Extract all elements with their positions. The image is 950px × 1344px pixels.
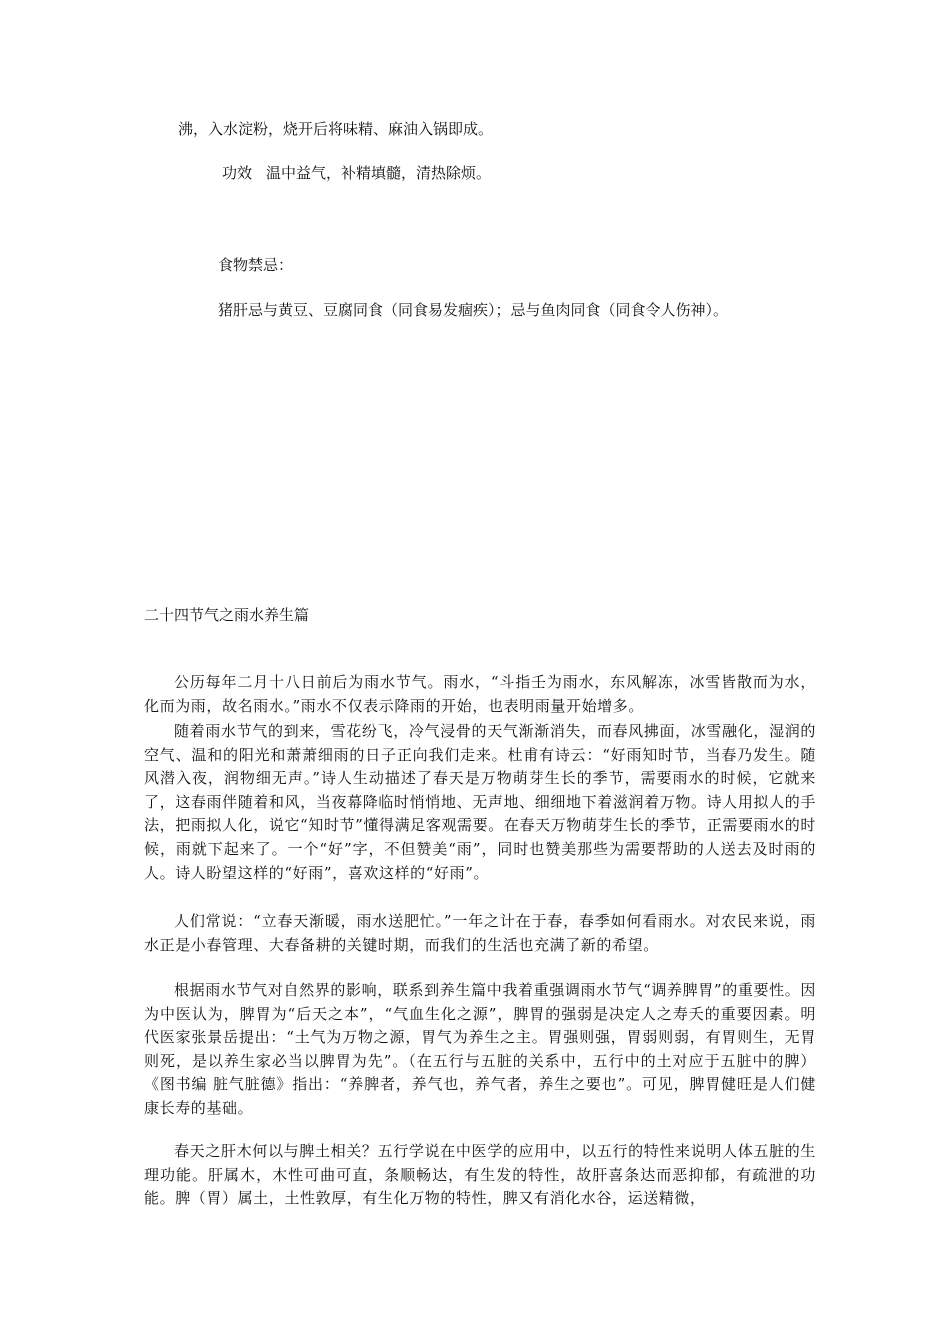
paragraph-4: 根据雨水节气对自然界的影响，联系到养生篇中我着重强调雨水节气“调养脾胃”的重要性。因为中医认为，脾胃为“后天之本”，“气血生化之源”，脾胃的强弱是决定人之寿夭的重要因素。明代医家张景岳提出：“土气为万物之源，胃气为养生之主。胃强则强，胃弱则弱，有胃则生，无胃则死，是以养生家必当以脾胃为先”。（在五行与五脏的关系中，五行中的土对应于五脏中的脾）《图书编 脏气脏德》指出：“养脾者，养气也，养气者，养生之要也”。可见，脾胃健旺是人们健康长寿的基础。 bbox=[144, 981, 816, 1117]
taboo-heading: 食物禁忌： bbox=[218, 256, 294, 274]
paragraph-5: 春天之肝木何以与脾土相关？五行学说在中医学的应用中，以五行的特性来说明人体五脏的生理功能。肝属木，木性可曲可直，条顺畅达，有生发的特性，故肝喜条达而恶抑郁，有疏泄的功能。脾（胃）属土，土性敦厚，有生化万物的特性，脾又有消化水谷，运送精微， bbox=[144, 1142, 816, 1208]
taboo-text: 猪肝忌与黄豆、豆腐同食（同食易发痼疾）；忌与鱼肉同食（同食令人伤神）。 bbox=[218, 301, 729, 319]
paragraph-3: 人们常说：“立春天渐暖，雨水送肥忙。”一年之计在于春，春季如何看雨水。对农民来说，雨水正是小春管理、大春备耕的关键时期，而我们的生活也充满了新的希望。 bbox=[144, 912, 816, 954]
paragraph-2: 随着雨水节气的到来，雪花纷飞，冷气浸骨的天气渐渐消失，而春风拂面，冰雪融化，湿润的空气、温和的阳光和萧萧细雨的日子正向我们走来。杜甫有诗云：“好雨知时节，当春乃发生。随风潜入夜，润物细无声。”诗人生动描述了春天是万物萌芽生长的季节，需要雨水的时候，它就来了，这春雨伴随着和风，当夜幕降临时悄悄地、无声地、细细地下着滋润着万物。诗人用拟人的手法，把雨拟人化，说它“知时节”懂得满足客观需要。在春天万物萌芽生长的季节，正需要雨水的时候，雨就下起来了。一个“好”字，不但赞美“雨”，同时也赞美那些为需要帮助的人送去及时雨的人。诗人盼望这样的“好雨”，喜欢这样的“好雨”。 bbox=[144, 722, 816, 882]
effect-label: 功效 bbox=[222, 164, 253, 182]
recipe-method-tail: 沸，入水淀粉，烧开后将味精、麻油入锅即成。 bbox=[178, 120, 494, 138]
paragraph-1: 公历每年二月十八日前后为雨水节气。雨水，“斗指壬为雨水，东风解冻，冰雪皆散而为水，化而为雨，故名雨水。”雨水不仅表示降雨的开始，也表明雨量开始增多。 bbox=[144, 673, 816, 715]
effect-text: 温中益气，补精填髓，清热除烦。 bbox=[266, 164, 492, 182]
article-title: 二十四节气之雨水养生篇 bbox=[144, 606, 310, 624]
recipe-effect bbox=[222, 163, 491, 183]
